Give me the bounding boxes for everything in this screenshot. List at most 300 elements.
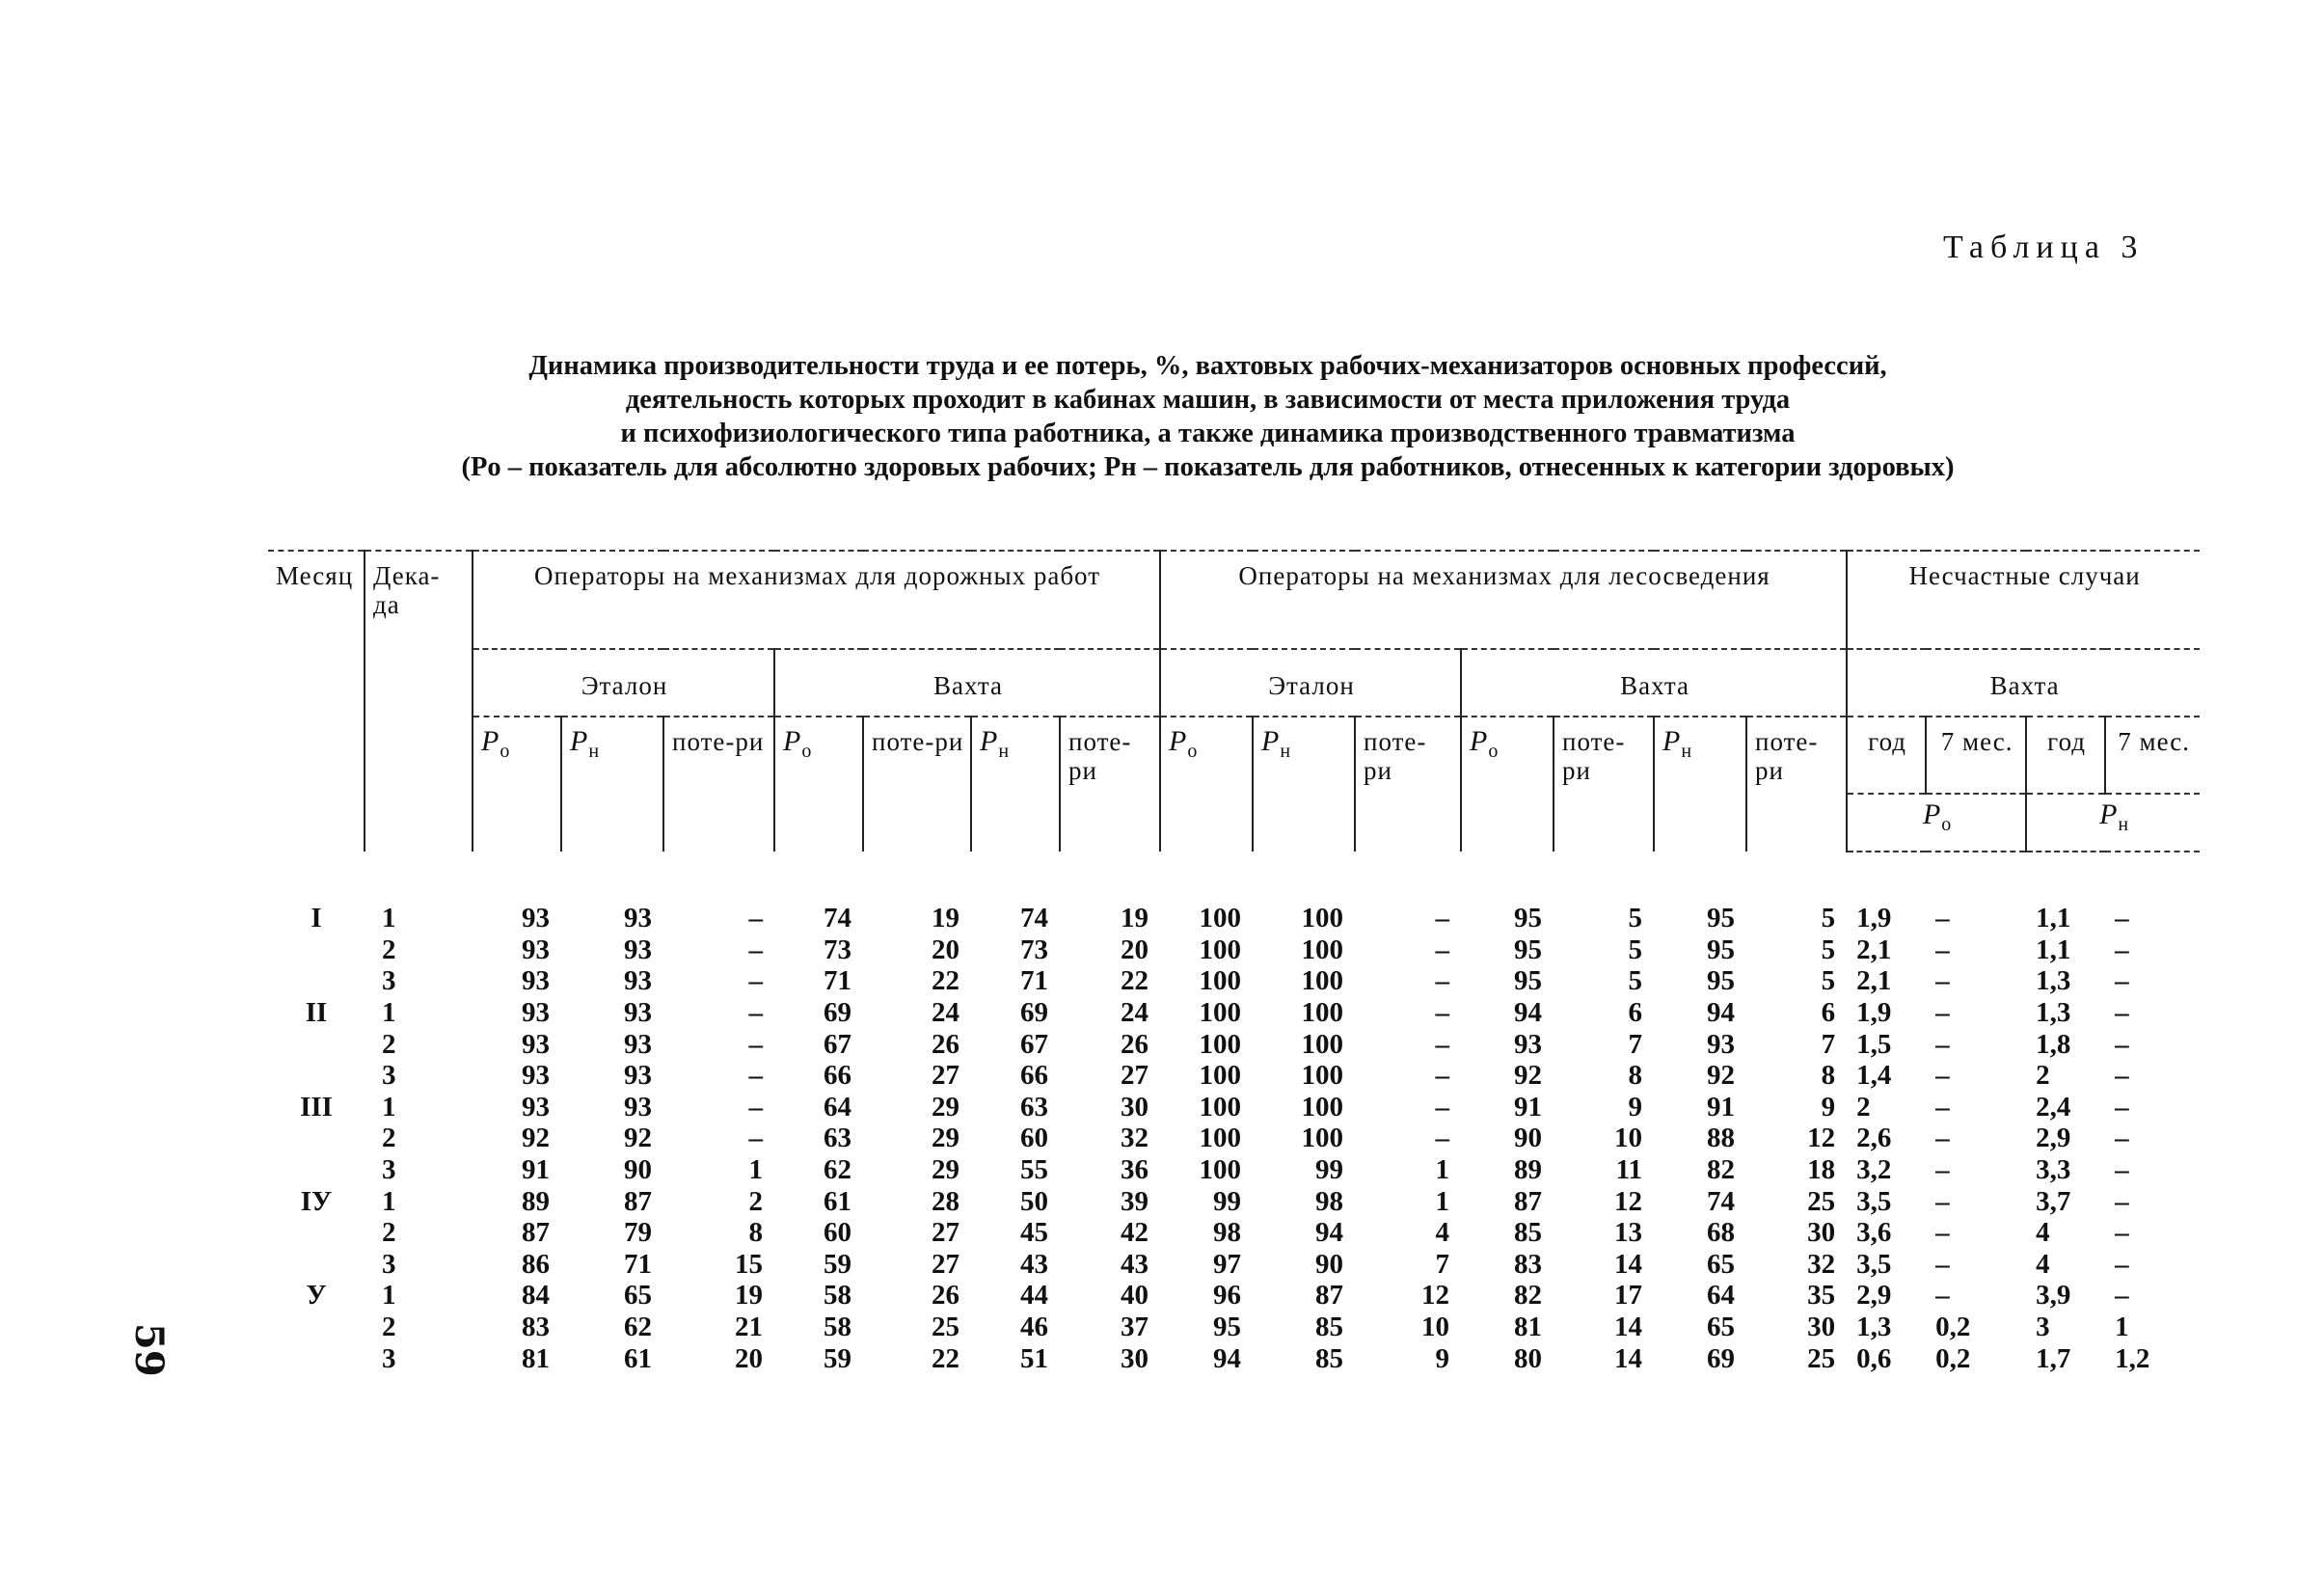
value-cell: 69 xyxy=(1707,1342,1736,1374)
value-cell: 87 xyxy=(1514,1185,1543,1217)
value-cell: 93 xyxy=(522,933,550,965)
value-cell: 95 xyxy=(1514,933,1543,965)
month-cell: I xyxy=(311,903,322,934)
header-forest-etalon: Эталон xyxy=(1160,649,1461,717)
value-cell: – xyxy=(1435,997,1450,1029)
value-cell: – xyxy=(1935,1185,1950,1217)
value-cell: 74 xyxy=(824,903,851,934)
value-cell: 84 xyxy=(522,1280,550,1312)
header-accidents-pn: $P_н$ xyxy=(2026,794,2200,852)
value-cell: – xyxy=(1935,903,1950,934)
value-cell: – xyxy=(1935,1280,1950,1312)
value-cell: 5 xyxy=(1821,965,1836,997)
value-cell: 30 xyxy=(1807,1312,1836,1343)
value-cell: 1 xyxy=(748,1154,763,1186)
value-cell: 63 xyxy=(1020,1091,1048,1123)
value-cell: 3,7 xyxy=(2036,1185,2071,1217)
value-cell: 0,2 xyxy=(1935,1342,1971,1374)
value-cell: 9 xyxy=(1435,1342,1450,1374)
value-cell: 65 xyxy=(1707,1248,1736,1280)
decade-cell: 3 xyxy=(382,1154,396,1186)
value-cell: 3 xyxy=(2036,1312,2050,1343)
value-cell: 29 xyxy=(932,1123,959,1154)
value-cell: 61 xyxy=(824,1185,851,1217)
header-pn: $P_н$ xyxy=(971,717,1060,852)
month-cell xyxy=(268,1342,365,1374)
value-cell: 42 xyxy=(1121,1217,1149,1249)
value-cell: 1,9 xyxy=(1856,903,1892,934)
value-cell: 87 xyxy=(624,1185,652,1217)
caption-line: (Pо – показатель для абсолютно здоровых рабочих; Pн – показатель для работников, отнесенных к категории здоровых) xyxy=(461,452,1955,482)
table-row xyxy=(268,1185,2200,1217)
value-cell: 83 xyxy=(1514,1248,1543,1280)
value-cell: 2 xyxy=(2036,1060,2050,1092)
value-cell: 27 xyxy=(932,1060,959,1092)
value-cell: 2,6 xyxy=(1856,1123,1892,1154)
value-cell: 9 xyxy=(1628,1091,1643,1123)
value-cell: 95 xyxy=(1707,903,1736,934)
value-cell: – xyxy=(748,997,763,1029)
value-cell: 93 xyxy=(1514,1028,1543,1060)
caption-line: и психофизиологического типа работника, а также динамика производственного травматизма xyxy=(620,419,1796,448)
value-cell: 1,5 xyxy=(1856,1028,1892,1060)
value-cell: 100 xyxy=(1301,1091,1344,1123)
header-losses: поте-ри xyxy=(1355,717,1461,852)
value-cell: 93 xyxy=(1707,1028,1736,1060)
header-group-accidents: Несчастные случаи xyxy=(1847,551,2200,649)
header-road-etalon: Эталон xyxy=(473,649,774,717)
value-cell: – xyxy=(1435,933,1450,965)
header-year: год xyxy=(1847,717,1926,794)
value-cell: 20 xyxy=(735,1342,763,1374)
header-pn: $P_н$ xyxy=(1654,717,1746,852)
value-cell: – xyxy=(1935,1248,1950,1280)
value-cell: 1 xyxy=(2115,1312,2129,1343)
value-cell: 94 xyxy=(1213,1342,1242,1374)
value-cell: 65 xyxy=(1707,1312,1736,1343)
header-po: $P_о$ xyxy=(473,717,561,852)
header-po: $P_о$ xyxy=(774,717,863,852)
decade-cell: 3 xyxy=(382,965,396,997)
header-decade: Дека-да xyxy=(365,551,473,852)
value-cell: 67 xyxy=(1020,1028,1048,1060)
value-cell: 61 xyxy=(624,1342,652,1374)
value-cell: 50 xyxy=(1020,1185,1048,1217)
value-cell: 15 xyxy=(735,1248,763,1280)
value-cell: 64 xyxy=(1707,1280,1736,1312)
decade-cell: 1 xyxy=(382,1185,396,1217)
value-cell: – xyxy=(748,1060,763,1092)
decade-cell: 2 xyxy=(382,1028,396,1060)
value-cell: 85 xyxy=(1315,1342,1344,1374)
value-cell: 97 xyxy=(1213,1248,1242,1280)
decade-cell: 2 xyxy=(382,1312,396,1343)
value-cell: 90 xyxy=(624,1154,652,1186)
month-cell: II xyxy=(305,997,328,1029)
value-cell: 100 xyxy=(1199,1060,1242,1092)
value-cell: 44 xyxy=(1020,1280,1048,1312)
table-body xyxy=(268,852,2200,1374)
value-cell: 74 xyxy=(1707,1185,1736,1217)
value-cell: 10 xyxy=(1614,1123,1643,1154)
value-cell: 22 xyxy=(932,1342,959,1374)
value-cell: 11 xyxy=(1615,1154,1643,1186)
value-cell: 3,5 xyxy=(1856,1248,1892,1280)
value-cell: 98 xyxy=(1213,1217,1242,1249)
value-cell: 2,1 xyxy=(1856,965,1892,997)
value-cell: 99 xyxy=(1315,1154,1344,1186)
value-cell: 1,1 xyxy=(2036,933,2071,965)
value-cell: 89 xyxy=(1514,1154,1543,1186)
value-cell: 93 xyxy=(522,903,550,934)
value-cell: 100 xyxy=(1199,1123,1242,1154)
value-cell: 94 xyxy=(1315,1217,1344,1249)
month-cell xyxy=(268,934,365,966)
value-cell: – xyxy=(1935,997,1950,1029)
value-cell: 67 xyxy=(824,1028,851,1060)
value-cell: 93 xyxy=(624,1060,652,1092)
value-cell: 25 xyxy=(932,1312,959,1343)
value-cell: 0,6 xyxy=(1856,1342,1892,1374)
value-cell: 94 xyxy=(1514,997,1543,1029)
value-cell: 91 xyxy=(1707,1091,1736,1123)
value-cell: 98 xyxy=(1315,1185,1344,1217)
table-row xyxy=(268,1060,2200,1092)
header-road-vakhta: Вахта xyxy=(774,649,1160,717)
header-group-road: Операторы на механизмах для дорожных работ xyxy=(473,551,1160,649)
header-po: $P_о$ xyxy=(1160,717,1253,852)
value-cell: 3,9 xyxy=(2036,1280,2071,1312)
value-cell: 73 xyxy=(824,933,851,965)
caption-line: Динамика производительности труда и ее потерь, %, вахтовых рабочих-механизаторов основных профессий, xyxy=(528,351,1887,381)
table-row xyxy=(268,1342,2200,1374)
value-cell: 95 xyxy=(1213,1312,1242,1343)
value-cell: 22 xyxy=(932,965,959,997)
table-row xyxy=(268,1123,2200,1154)
value-cell: 83 xyxy=(522,1312,550,1343)
value-cell: 71 xyxy=(624,1248,652,1280)
table-row xyxy=(268,903,2200,934)
value-cell: – xyxy=(2115,997,2129,1029)
value-cell: 14 xyxy=(1614,1248,1643,1280)
month-cell: IУ xyxy=(300,1185,333,1217)
value-cell: 22 xyxy=(1121,965,1149,997)
value-cell: 24 xyxy=(932,997,959,1029)
value-cell: 1,3 xyxy=(1856,1312,1892,1343)
value-cell: 87 xyxy=(1315,1280,1344,1312)
value-cell: 12 xyxy=(1614,1185,1643,1217)
header-forest-vakhta: Вахта xyxy=(1461,649,1847,717)
table-row xyxy=(268,1280,2200,1312)
decade-cell: 3 xyxy=(382,1342,396,1374)
value-cell: 25 xyxy=(1807,1185,1836,1217)
value-cell: 68 xyxy=(1707,1217,1736,1249)
value-cell: 10 xyxy=(1421,1312,1450,1343)
value-cell: – xyxy=(2115,1185,2129,1217)
value-cell: 7 xyxy=(1821,1028,1836,1060)
value-cell: – xyxy=(2115,1028,2129,1060)
value-cell: – xyxy=(1435,1060,1450,1092)
value-cell: 14 xyxy=(1614,1342,1643,1374)
decade-cell: 2 xyxy=(382,1123,396,1154)
value-cell: – xyxy=(2115,1060,2129,1092)
value-cell: 20 xyxy=(1121,933,1149,965)
month-cell xyxy=(268,1249,365,1281)
value-cell: 5 xyxy=(1821,903,1836,934)
month-cell xyxy=(268,1312,365,1343)
value-cell: 30 xyxy=(1121,1342,1149,1374)
value-cell: 100 xyxy=(1301,1123,1344,1154)
caption-line: деятельность которых проходит в кабинах машин, в зависимости от места приложения труда xyxy=(625,385,1791,415)
value-cell: 100 xyxy=(1199,1091,1242,1123)
value-cell: 12 xyxy=(1807,1123,1836,1154)
value-cell: 2,1 xyxy=(1856,933,1892,965)
value-cell: 94 xyxy=(1707,997,1736,1029)
value-cell: 2 xyxy=(748,1185,763,1217)
value-cell: – xyxy=(2115,1217,2129,1249)
value-cell: – xyxy=(748,933,763,965)
value-cell: – xyxy=(2115,903,2129,934)
decade-cell: 1 xyxy=(382,1091,396,1123)
value-cell: 7 xyxy=(1435,1248,1450,1280)
header-month: Месяц xyxy=(268,551,365,852)
value-cell: 59 xyxy=(824,1342,851,1374)
value-cell: 1,7 xyxy=(2036,1342,2071,1374)
header-losses: поте-ри xyxy=(663,717,774,852)
value-cell: 81 xyxy=(522,1342,550,1374)
value-cell: 25 xyxy=(1807,1342,1836,1374)
value-cell: 1,2 xyxy=(2115,1342,2150,1374)
value-cell: 1,4 xyxy=(1856,1060,1892,1092)
value-cell: 0,2 xyxy=(1935,1312,1971,1343)
value-cell: 100 xyxy=(1301,933,1344,965)
value-cell: 17 xyxy=(1614,1280,1643,1312)
value-cell: 19 xyxy=(932,903,959,934)
value-cell: 8 xyxy=(748,1217,763,1249)
value-cell: 100 xyxy=(1199,933,1242,965)
value-cell: 5 xyxy=(1628,933,1643,965)
header-group-forest: Операторы на механизмах для лесосведения xyxy=(1160,551,1847,649)
header-losses: поте-ри xyxy=(1060,717,1160,852)
productivity-table xyxy=(268,550,2200,1374)
value-cell: 71 xyxy=(1020,965,1048,997)
month-cell: У xyxy=(306,1280,327,1312)
value-cell: 18 xyxy=(1807,1154,1836,1186)
value-cell: – xyxy=(748,1091,763,1123)
value-cell: 29 xyxy=(932,1154,959,1186)
value-cell: 45 xyxy=(1020,1217,1048,1249)
value-cell: – xyxy=(2115,933,2129,965)
value-cell: 95 xyxy=(1707,933,1736,965)
value-cell: 39 xyxy=(1121,1185,1149,1217)
value-cell: 85 xyxy=(1315,1312,1344,1343)
header-accidents-po: $P_о$ xyxy=(1847,794,2026,852)
value-cell: – xyxy=(1435,965,1450,997)
header-pn: $P_н$ xyxy=(561,717,663,852)
value-cell: 43 xyxy=(1121,1248,1149,1280)
value-cell: 100 xyxy=(1199,997,1242,1029)
value-cell: 24 xyxy=(1121,997,1149,1029)
table-row xyxy=(268,934,2200,966)
value-cell: 2 xyxy=(1856,1091,1871,1123)
value-cell: 91 xyxy=(522,1154,550,1186)
value-cell: – xyxy=(748,965,763,997)
month-cell: III xyxy=(300,1091,333,1123)
value-cell: 5 xyxy=(1628,965,1643,997)
page-number: 59 xyxy=(126,1323,172,1377)
value-cell: 26 xyxy=(1121,1028,1149,1060)
value-cell: 30 xyxy=(1807,1217,1836,1249)
value-cell: 65 xyxy=(624,1280,652,1312)
header-pn: $P_н$ xyxy=(1253,717,1355,852)
value-cell: 27 xyxy=(932,1248,959,1280)
value-cell: 5 xyxy=(1628,903,1643,934)
header-seven-months: 7 мес. xyxy=(1926,717,2026,794)
value-cell: – xyxy=(748,1123,763,1154)
value-cell: 93 xyxy=(624,933,652,965)
value-cell: – xyxy=(1935,965,1950,997)
value-cell: 1,9 xyxy=(1856,997,1892,1029)
value-cell: 93 xyxy=(624,1091,652,1123)
value-cell: 69 xyxy=(824,997,851,1029)
value-cell: – xyxy=(2115,1248,2129,1280)
value-cell: 82 xyxy=(1707,1154,1736,1186)
value-cell: – xyxy=(1935,1028,1950,1060)
value-cell: 96 xyxy=(1213,1280,1242,1312)
value-cell: 12 xyxy=(1421,1280,1450,1312)
value-cell: 1,3 xyxy=(2036,997,2071,1029)
value-cell: 4 xyxy=(2036,1217,2050,1249)
value-cell: 1 xyxy=(1435,1185,1450,1217)
value-cell: 4 xyxy=(2036,1248,2050,1280)
value-cell: 2,4 xyxy=(2036,1091,2071,1123)
value-cell: 95 xyxy=(1707,965,1736,997)
value-cell: 69 xyxy=(1020,997,1048,1029)
value-cell: 3,5 xyxy=(1856,1185,1892,1217)
value-cell: 4 xyxy=(1435,1217,1450,1249)
value-cell: 93 xyxy=(624,1028,652,1060)
value-cell: 40 xyxy=(1121,1280,1149,1312)
header-year: год xyxy=(2026,717,2105,794)
table-row xyxy=(268,1092,2200,1123)
table-row xyxy=(268,1249,2200,1281)
value-cell: 62 xyxy=(824,1154,851,1186)
value-cell: 71 xyxy=(824,965,851,997)
value-cell: 92 xyxy=(1514,1060,1543,1092)
value-cell: 95 xyxy=(1514,903,1543,934)
value-cell: 100 xyxy=(1199,1154,1242,1186)
value-cell: 60 xyxy=(1020,1123,1048,1154)
value-cell: 87 xyxy=(522,1217,550,1249)
value-cell: 32 xyxy=(1807,1248,1836,1280)
value-cell: 3,2 xyxy=(1856,1154,1892,1186)
value-cell: 26 xyxy=(932,1028,959,1060)
decade-cell: 1 xyxy=(382,997,396,1029)
value-cell: 74 xyxy=(1020,903,1048,934)
table-label: Таблица 3 xyxy=(1943,230,2145,265)
value-cell: 28 xyxy=(932,1185,959,1217)
value-cell: 93 xyxy=(624,965,652,997)
table-row xyxy=(268,997,2200,1029)
value-cell: 82 xyxy=(1514,1280,1543,1312)
header-losses: поте-ри xyxy=(1554,717,1654,852)
value-cell: – xyxy=(1435,903,1450,934)
value-cell: – xyxy=(748,903,763,934)
value-cell: 92 xyxy=(624,1123,652,1154)
value-cell: 62 xyxy=(624,1312,652,1343)
value-cell: – xyxy=(1435,1091,1450,1123)
value-cell: 66 xyxy=(1020,1060,1048,1092)
value-cell: 9 xyxy=(1821,1091,1836,1123)
value-cell: 63 xyxy=(824,1123,851,1154)
value-cell: 91 xyxy=(1514,1091,1543,1123)
header-accidents-vakhta: Вахта xyxy=(1847,649,2200,717)
value-cell: 79 xyxy=(624,1217,652,1249)
value-cell: – xyxy=(1935,933,1950,965)
value-cell: 88 xyxy=(1707,1123,1736,1154)
value-cell: 100 xyxy=(1301,1028,1344,1060)
value-cell: 2,9 xyxy=(1856,1280,1892,1312)
value-cell: 1 xyxy=(1435,1154,1450,1186)
value-cell: 43 xyxy=(1020,1248,1048,1280)
value-cell: 8 xyxy=(1628,1060,1643,1092)
value-cell: 93 xyxy=(522,965,550,997)
value-cell: 6 xyxy=(1821,997,1836,1029)
value-cell: 100 xyxy=(1301,997,1344,1029)
value-cell: 58 xyxy=(824,1280,851,1312)
value-cell: 30 xyxy=(1121,1091,1149,1123)
value-cell: – xyxy=(2115,1091,2129,1123)
table-row xyxy=(268,1028,2200,1060)
value-cell: 60 xyxy=(824,1217,851,1249)
value-cell: 3,3 xyxy=(2036,1154,2071,1186)
value-cell: 93 xyxy=(624,903,652,934)
value-cell: 19 xyxy=(1121,903,1149,934)
value-cell: – xyxy=(2115,1154,2129,1186)
value-cell: 93 xyxy=(522,1060,550,1092)
value-cell: – xyxy=(1935,1123,1950,1154)
value-cell: 1,3 xyxy=(2036,965,2071,997)
header-po: $P_о$ xyxy=(1461,717,1554,852)
header-seven-months: 7 мес. xyxy=(2105,717,2200,794)
value-cell: – xyxy=(1435,1123,1450,1154)
value-cell: 100 xyxy=(1199,903,1242,934)
value-cell: 93 xyxy=(522,997,550,1029)
value-cell: 21 xyxy=(735,1312,763,1343)
decade-cell: 2 xyxy=(382,933,396,965)
value-cell: 7 xyxy=(1628,1028,1643,1060)
month-cell xyxy=(268,1217,365,1249)
value-cell: – xyxy=(1935,1154,1950,1186)
value-cell: 93 xyxy=(522,1028,550,1060)
value-cell: – xyxy=(1935,1091,1950,1123)
value-cell: 93 xyxy=(522,1091,550,1123)
value-cell: 36 xyxy=(1121,1154,1149,1186)
month-cell xyxy=(268,1154,365,1186)
value-cell: 26 xyxy=(932,1280,959,1312)
header-losses: поте-ри xyxy=(863,717,971,852)
value-cell: 100 xyxy=(1199,1028,1242,1060)
value-cell: 92 xyxy=(522,1123,550,1154)
value-cell: – xyxy=(2115,1280,2129,1312)
decade-cell: 2 xyxy=(382,1217,396,1249)
value-cell: – xyxy=(1435,1028,1450,1060)
month-cell xyxy=(268,1060,365,1092)
value-cell: – xyxy=(2115,965,2129,997)
value-cell: – xyxy=(1935,1060,1950,1092)
value-cell: 89 xyxy=(522,1185,550,1217)
value-cell: 1,8 xyxy=(2036,1028,2071,1060)
